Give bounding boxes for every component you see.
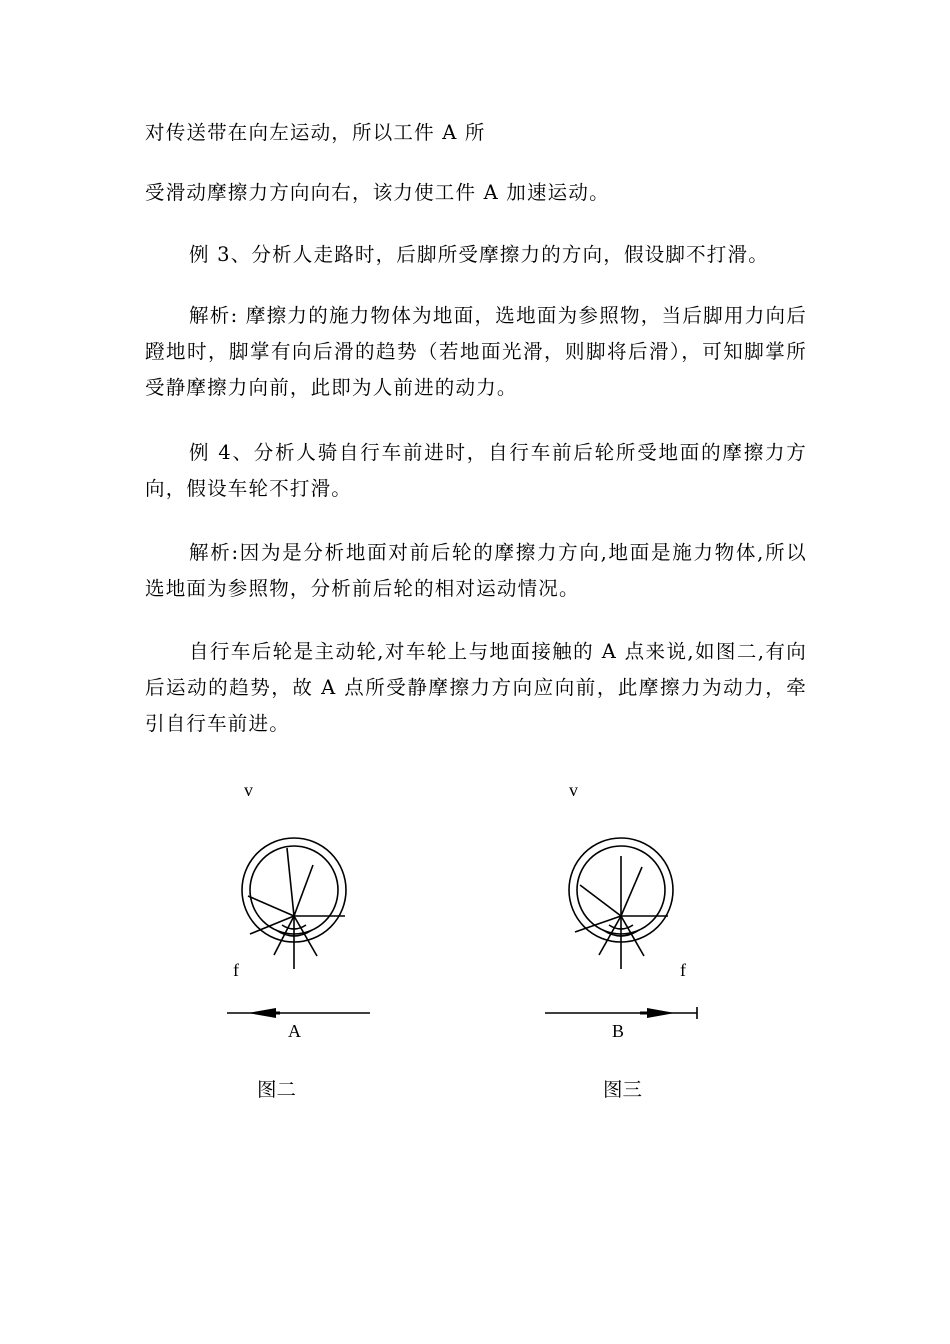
point-label: A [288, 1021, 301, 1041]
figure-caption: 图二 [257, 1078, 297, 1101]
spoke [621, 867, 642, 916]
figure-caption: 图三 [603, 1078, 643, 1101]
spoke [580, 885, 621, 916]
paragraph-1-line-2: 受滑动摩擦力方向向右，该力使工件 A 加速运动。 [145, 181, 610, 204]
example-3-question: 例 3、分析人走路时，后脚所受摩擦力的方向，假设脚不打滑。 [189, 243, 769, 266]
spoke [248, 896, 294, 916]
spoke [294, 865, 313, 916]
wheel-diagram-2 [200, 770, 440, 1130]
wheel-diagram-3 [525, 770, 765, 1130]
velocity-label: v [569, 780, 578, 800]
point-label: B [612, 1021, 625, 1041]
figure-3 [525, 770, 765, 1130]
figure-2 [200, 770, 440, 1130]
example-4-question: 例 4、分析人骑自行车前进时，自行车前后轮所受地面的摩擦力方向，假设车轮不打滑。 [145, 441, 807, 500]
friction-label: f [680, 960, 686, 980]
paragraph-1-line-1: 对传送带在向左运动，所以工件 A 所 [145, 121, 486, 144]
example-4-analysis: 解析:因为是分析地面对前后轮的摩擦力方向,地面是施力物体,所以选地面为参照物，分析前后轮的相对运动情况。 [145, 541, 807, 600]
rear-wheel-paragraph: 自行车后轮是主动轮,对车轮上与地面接触的 A 点来说,如图二,有向后运动的趋势，故 A 点所受静摩擦力方向应向前，此摩擦力为动力，牵引自行车前进。 [145, 640, 807, 735]
friction-label: f [233, 960, 239, 980]
example-3-analysis: 解析: 摩擦力的施力物体为地面，选地面为参照物，当后脚用力向后蹬地时，脚掌有向后滑的趋势（若地面光滑，则脚将后滑），可知脚掌所受静摩擦力向前，此即为人前进的动力。 [145, 304, 807, 399]
velocity-label: v [244, 780, 253, 800]
spoke [287, 848, 294, 916]
